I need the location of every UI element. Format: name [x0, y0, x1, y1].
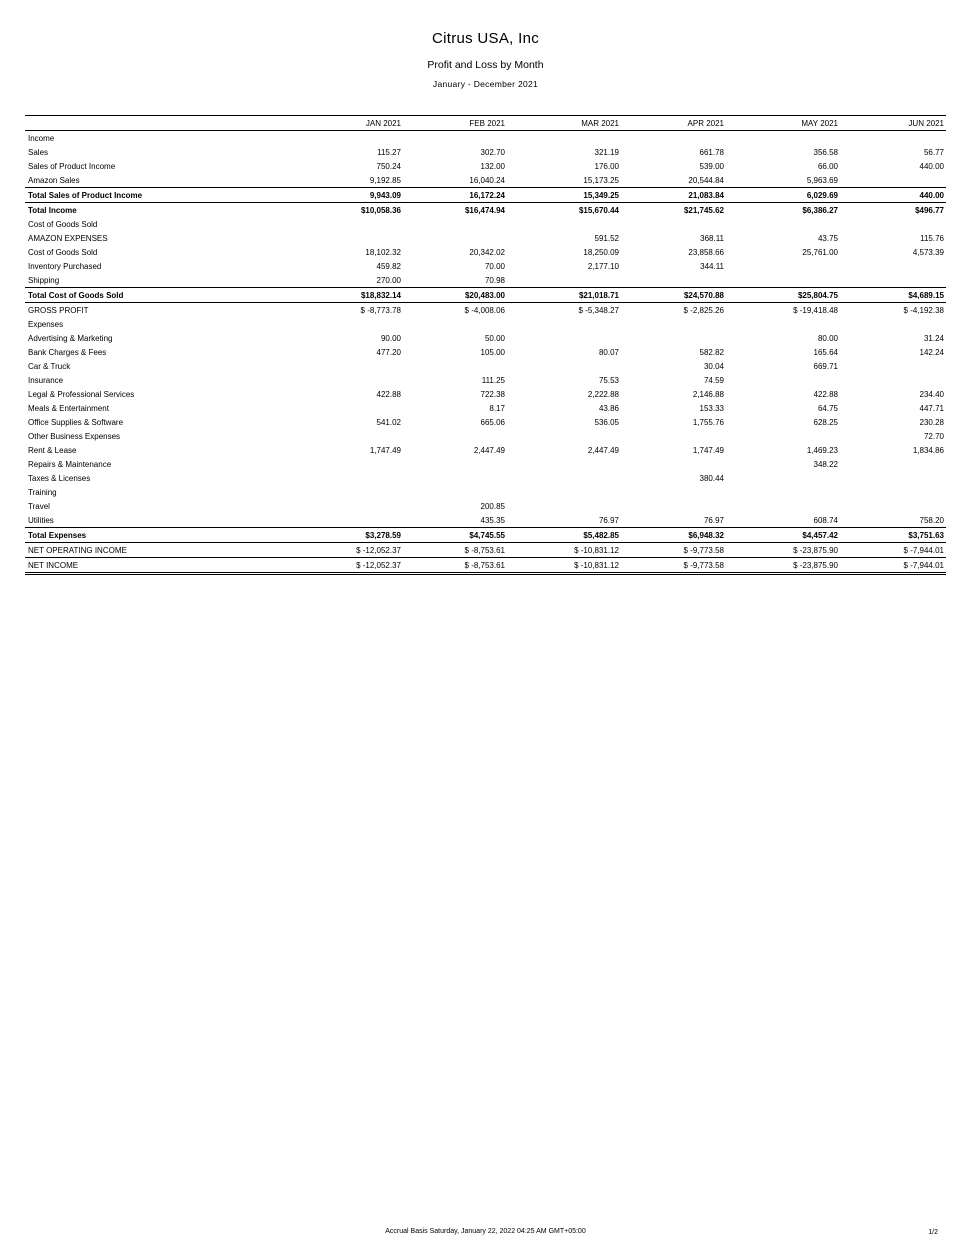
amount-cell: 25,761.00	[802, 247, 838, 257]
amount-cell	[295, 131, 403, 146]
amount-cell	[403, 429, 507, 443]
account-label: Shipping	[28, 275, 60, 285]
account-label: Bank Charges & Fees	[28, 347, 107, 357]
account-label: NET OPERATING INCOME	[25, 543, 295, 558]
table-row	[25, 543, 946, 558]
account-label: Expenses	[28, 319, 64, 329]
amount-cell	[507, 273, 621, 288]
table-row	[25, 373, 946, 387]
amount-cell	[726, 259, 840, 273]
amount-cell	[403, 231, 507, 245]
amount-cell	[726, 429, 840, 443]
amount-cell: 105.00	[480, 347, 505, 357]
page-number: 1/2	[928, 1229, 938, 1236]
amount-cell	[507, 217, 621, 231]
company-name: Citrus USA, Inc	[431, 30, 540, 47]
amount-cell: 165.64	[813, 347, 838, 357]
report-date-range: January - December 2021	[432, 79, 539, 89]
amount-cell: 80.07	[598, 347, 619, 357]
account-label: Total Expenses	[25, 528, 295, 543]
amount-cell: 18,250.09	[583, 247, 619, 257]
account-label: Income	[28, 133, 55, 143]
amount-cell: 153.33	[699, 403, 724, 413]
amount-cell: 30.04	[703, 361, 724, 371]
amount-cell	[840, 485, 946, 499]
amount-cell: 15,173.25	[583, 175, 619, 185]
amount-cell: $4,689.15	[840, 288, 946, 303]
account-label: Meals & Entertainment	[28, 403, 109, 413]
account-label: GROSS PROFIT	[25, 303, 295, 318]
table-row	[25, 457, 946, 471]
amount-cell: $ -4,192.38	[840, 303, 946, 318]
table-row	[25, 217, 946, 231]
amount-cell: 20,544.84	[688, 175, 724, 185]
amount-cell: 43.75	[817, 233, 838, 243]
amount-cell	[403, 317, 507, 331]
amount-cell: 608.74	[813, 515, 838, 525]
amount-cell: 1,747.49	[692, 445, 724, 455]
amount-cell: 1,755.76	[692, 417, 724, 427]
amount-cell: $ -9,773.58	[621, 543, 726, 558]
amount-cell	[295, 513, 403, 528]
amount-cell: 18,102.32	[365, 247, 401, 257]
amount-cell	[726, 499, 840, 513]
amount-cell: 1,469.23	[806, 445, 838, 455]
amount-cell: 16,172.24	[403, 188, 507, 203]
table-row	[25, 345, 946, 359]
amount-cell: 20,342.02	[469, 247, 505, 257]
amount-cell	[295, 429, 403, 443]
amount-cell	[726, 471, 840, 485]
amount-cell: 1,747.49	[369, 445, 401, 455]
amount-cell: 234.40	[919, 389, 944, 399]
amount-cell	[621, 131, 726, 146]
amount-cell: 200.85	[480, 501, 505, 511]
amount-cell: 302.70	[480, 147, 505, 157]
amount-cell: $ -4,008.06	[403, 303, 507, 318]
amount-cell	[621, 499, 726, 513]
amount-cell: 2,447.49	[473, 445, 505, 455]
amount-cell: 31.24	[923, 333, 944, 343]
amount-cell: 115.27	[377, 147, 401, 157]
amount-cell: 539.00	[699, 161, 724, 171]
amount-cell: 16,040.24	[469, 175, 505, 185]
amount-cell: $ -23,875.90	[726, 558, 840, 574]
account-label: Advertising & Marketing	[28, 333, 113, 343]
amount-cell	[507, 317, 621, 331]
table-row	[25, 401, 946, 415]
amount-cell	[621, 317, 726, 331]
amount-cell	[840, 173, 946, 188]
amount-cell: $ -12,052.37	[295, 558, 403, 574]
amount-cell: 6,029.69	[726, 188, 840, 203]
amount-cell: 4,573.39	[912, 247, 944, 257]
amount-cell: 70.00	[484, 261, 505, 271]
amount-cell: 344.11	[700, 261, 724, 271]
amount-cell: 750.24	[376, 161, 401, 171]
amount-cell: $21,018.71	[507, 288, 621, 303]
profit-loss-body	[25, 131, 946, 574]
amount-cell	[726, 273, 840, 288]
amount-cell: 758.20	[919, 515, 944, 525]
amount-cell	[295, 471, 403, 485]
amount-cell: $3,751.63	[840, 528, 946, 543]
amount-cell	[507, 331, 621, 345]
amount-cell	[840, 457, 946, 471]
amount-cell	[403, 457, 507, 471]
amount-cell: 64.75	[817, 403, 838, 413]
account-label: AMAZON EXPENSES	[28, 233, 108, 243]
amount-cell: 72.70	[923, 431, 944, 441]
amount-cell: 348.22	[813, 459, 838, 469]
amount-cell: 23,858.66	[688, 247, 724, 257]
amount-cell: 2,177.10	[587, 261, 619, 271]
month-column-header: JUN 2021	[908, 118, 944, 128]
amount-cell: 9,192.85	[369, 175, 401, 185]
amount-cell: $ -9,773.58	[621, 558, 726, 574]
amount-cell: $ -5,348.27	[507, 303, 621, 318]
table-row	[25, 485, 946, 499]
amount-cell: 111.25	[481, 375, 505, 385]
amount-cell: $ -10,831.12	[507, 558, 621, 574]
amount-cell: 43.86	[598, 403, 619, 413]
amount-cell	[726, 131, 840, 146]
amount-cell: 74.59	[703, 375, 724, 385]
table-row	[25, 558, 946, 574]
amount-cell	[295, 373, 403, 387]
amount-cell: 321.19	[594, 147, 619, 157]
amount-cell	[726, 217, 840, 231]
month-column-header: MAR 2021	[581, 118, 619, 128]
amount-cell	[840, 471, 946, 485]
table-row	[25, 513, 946, 528]
amount-cell: 176.00	[594, 161, 619, 171]
column-header-row	[25, 116, 946, 131]
amount-cell	[507, 131, 621, 146]
account-label: Repairs & Maintenance	[28, 459, 112, 469]
amount-cell	[403, 485, 507, 499]
amount-cell	[507, 499, 621, 513]
amount-cell: 440.00	[919, 161, 944, 171]
amount-cell	[840, 217, 946, 231]
amount-cell	[295, 485, 403, 499]
amount-cell: 76.97	[703, 515, 724, 525]
amount-cell: $496.77	[840, 203, 946, 218]
amount-cell: 8.17	[489, 403, 505, 413]
amount-cell: 541.02	[376, 417, 401, 427]
amount-cell	[621, 485, 726, 499]
amount-cell: 2,222.88	[587, 389, 619, 399]
account-label: Sales of Product Income	[28, 161, 116, 171]
amount-cell	[507, 429, 621, 443]
amount-cell	[403, 131, 507, 146]
amount-cell: $6,386.27	[726, 203, 840, 218]
amount-cell	[840, 131, 946, 146]
amount-cell: 2,447.49	[587, 445, 619, 455]
amount-cell	[726, 317, 840, 331]
amount-cell	[507, 359, 621, 373]
amount-cell	[840, 499, 946, 513]
amount-cell	[295, 401, 403, 415]
account-label: Rent & Lease	[28, 445, 77, 455]
amount-cell: 15,349.25	[507, 188, 621, 203]
amount-cell: 1,834.86	[912, 445, 944, 455]
amount-cell: 665.06	[480, 417, 505, 427]
amount-cell: $4,457.42	[726, 528, 840, 543]
profit-loss-table	[25, 115, 946, 575]
amount-cell: $25,804.75	[726, 288, 840, 303]
account-label: Amazon Sales	[28, 175, 80, 185]
amount-cell: 582.82	[699, 347, 724, 357]
amount-cell: $ -10,831.12	[507, 543, 621, 558]
amount-cell	[840, 359, 946, 373]
table-row	[25, 317, 946, 331]
amount-cell: 628.25	[813, 417, 838, 427]
amount-cell: 115.76	[920, 233, 944, 243]
report-title: Profit and Loss by Month	[427, 59, 544, 71]
table-row	[25, 273, 946, 288]
account-label: Travel	[28, 501, 50, 511]
amount-cell: 591.52	[594, 233, 619, 243]
table-row	[25, 429, 946, 443]
amount-cell	[295, 217, 403, 231]
report-footer: Accrual Basis Saturday, January 22, 2022 04:25 AM GMT+05:00	[385, 1228, 586, 1235]
account-label: Sales	[28, 147, 49, 157]
table-row	[25, 259, 946, 273]
amount-cell: $21,745.62	[621, 203, 726, 218]
account-label: Legal & Professional Services	[28, 389, 135, 399]
amount-cell: 356.58	[813, 147, 838, 157]
amount-cell: 669.71	[813, 361, 838, 371]
amount-cell	[403, 359, 507, 373]
amount-cell: $ -19,418.48	[726, 303, 840, 318]
amount-cell	[726, 373, 840, 387]
amount-cell: 230.28	[919, 417, 944, 427]
month-column-header: APR 2021	[687, 118, 724, 128]
account-label: Utilities	[28, 515, 54, 525]
account-column-header	[25, 116, 295, 131]
table-row	[25, 443, 946, 457]
amount-cell: 9,943.09	[295, 188, 403, 203]
table-row	[25, 387, 946, 401]
account-label: Total Sales of Product Income	[25, 188, 295, 203]
amount-cell	[840, 273, 946, 288]
amount-cell: $ -8,753.61	[403, 543, 507, 558]
amount-cell: $16,474.94	[403, 203, 507, 218]
amount-cell	[295, 231, 403, 245]
amount-cell	[507, 457, 621, 471]
account-label: Car & Truck	[28, 361, 71, 371]
amount-cell: $3,278.59	[295, 528, 403, 543]
amount-cell: $ -2,825.26	[621, 303, 726, 318]
amount-cell: $6,948.32	[621, 528, 726, 543]
table-row	[25, 303, 946, 318]
amount-cell: 75.53	[598, 375, 619, 385]
amount-cell: 435.35	[480, 515, 505, 525]
amount-cell: $4,745.55	[403, 528, 507, 543]
table-row	[25, 245, 946, 259]
amount-cell	[726, 485, 840, 499]
account-label: Total Cost of Goods Sold	[25, 288, 295, 303]
table-row	[25, 415, 946, 429]
amount-cell: $ -23,875.90	[726, 543, 840, 558]
amount-cell: 440.00	[840, 188, 946, 203]
account-label: Total Income	[25, 203, 295, 218]
month-column-header: MAY 2021	[801, 118, 838, 128]
table-row	[25, 471, 946, 485]
amount-cell: 50.00	[484, 333, 505, 343]
account-label: Training	[28, 487, 57, 497]
table-row	[25, 528, 946, 543]
amount-cell: $10,058.36	[295, 203, 403, 218]
amount-cell	[840, 373, 946, 387]
table-row	[25, 173, 946, 188]
amount-cell: $18,832.14	[295, 288, 403, 303]
amount-cell: $24,570.88	[621, 288, 726, 303]
amount-cell: 2,146.88	[692, 389, 724, 399]
month-column-header: FEB 2021	[469, 118, 505, 128]
account-label: Inventory Purchased	[28, 261, 102, 271]
account-label: Office Supplies & Software	[28, 417, 124, 427]
amount-cell: 536.05	[594, 417, 619, 427]
table-row	[25, 159, 946, 173]
amount-cell: $ -8,773.78	[295, 303, 403, 318]
amount-cell: 5,963.69	[806, 175, 838, 185]
amount-cell	[621, 429, 726, 443]
amount-cell: 447.71	[919, 403, 944, 413]
amount-cell: 422.88	[376, 389, 401, 399]
amount-cell: 90.00	[380, 333, 401, 343]
table-row	[25, 231, 946, 245]
table-row	[25, 499, 946, 513]
account-label: Cost of Goods Sold	[28, 219, 98, 229]
amount-cell: 380.44	[699, 473, 724, 483]
account-label: NET INCOME	[25, 558, 295, 574]
table-row	[25, 331, 946, 345]
account-label: Taxes & Licenses	[28, 473, 91, 483]
amount-cell	[840, 317, 946, 331]
amount-cell: 66.00	[817, 161, 838, 171]
amount-cell: $15,670.44	[507, 203, 621, 218]
amount-cell: $20,483.00	[403, 288, 507, 303]
amount-cell: 661.78	[699, 147, 724, 157]
amount-cell	[403, 471, 507, 485]
account-label: Other Business Expenses	[28, 431, 121, 441]
amount-cell	[507, 471, 621, 485]
amount-cell: 132.00	[480, 161, 505, 171]
amount-cell: $ -7,944.01	[840, 543, 946, 558]
amount-cell	[295, 499, 403, 513]
amount-cell	[403, 217, 507, 231]
amount-cell: $5,482.85	[507, 528, 621, 543]
amount-cell	[621, 331, 726, 345]
amount-cell: $ -7,944.01	[840, 558, 946, 574]
table-row	[25, 288, 946, 303]
amount-cell	[295, 359, 403, 373]
amount-cell: 459.82	[376, 261, 401, 271]
table-row	[25, 145, 946, 159]
amount-cell: 477.20	[376, 347, 401, 357]
amount-cell: 80.00	[817, 333, 838, 343]
amount-cell: 21,083.84	[621, 188, 726, 203]
table-row	[25, 131, 946, 146]
table-row	[25, 188, 946, 203]
amount-cell: 56.77	[923, 147, 944, 157]
amount-cell	[295, 457, 403, 471]
amount-cell: 422.88	[813, 389, 838, 399]
account-label: Cost of Goods Sold	[28, 247, 98, 257]
table-row	[25, 203, 946, 218]
table-row	[25, 359, 946, 373]
account-label: Insurance	[28, 375, 64, 385]
amount-cell	[621, 273, 726, 288]
amount-cell: $ -8,753.61	[403, 558, 507, 574]
amount-cell: 142.24	[919, 347, 944, 357]
amount-cell	[621, 457, 726, 471]
amount-cell	[840, 259, 946, 273]
amount-cell: 70.98	[484, 275, 505, 285]
amount-cell	[507, 485, 621, 499]
amount-cell: 270.00	[376, 275, 401, 285]
amount-cell: 76.97	[598, 515, 619, 525]
amount-cell: 368.11	[700, 233, 724, 243]
amount-cell	[295, 317, 403, 331]
amount-cell: 722.38	[480, 389, 505, 399]
month-column-header: JAN 2021	[365, 118, 401, 128]
amount-cell: $ -12,052.37	[295, 543, 403, 558]
amount-cell	[621, 217, 726, 231]
